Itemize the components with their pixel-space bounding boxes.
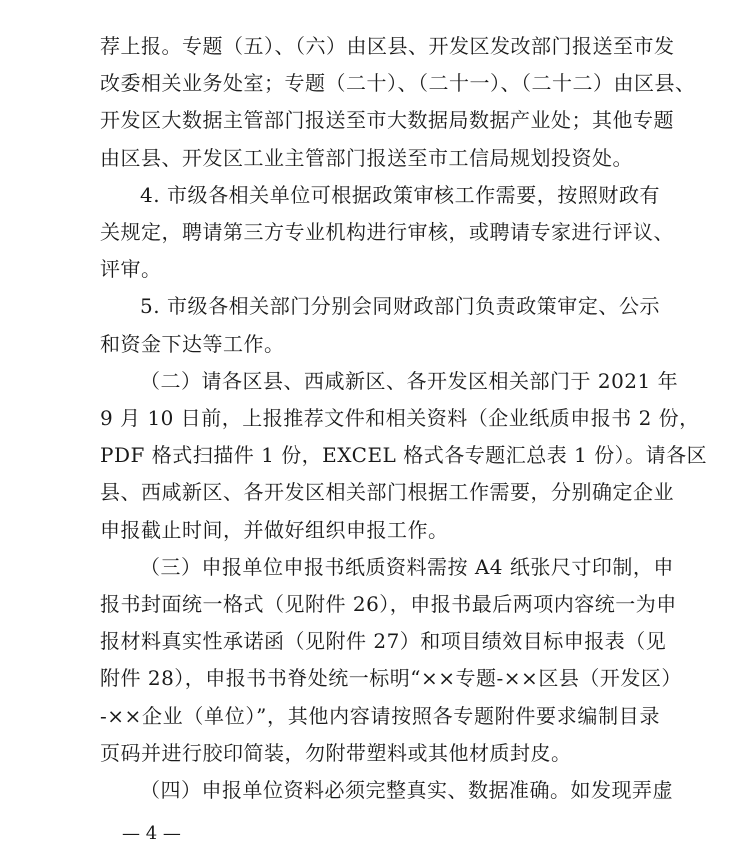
text-line: 改委相关业务处室；专题（二十）、（二十一）、（二十二）由区县、 [100, 71, 696, 96]
text-line: PDF 格式扫描件 1 份，EXCEL 格式各专题汇总表 1 份）。请各区 [100, 443, 708, 468]
text-line: 县、西咸新区、各开发区相关部门根据工作需要，分别确定企业 [100, 480, 674, 505]
text-line: -××企业（单位）”，其他内容请按照各专题附件要求编制目录 [100, 703, 660, 728]
text-line: （二）请各区县、西咸新区、各开发区相关部门于 2021 年 [140, 368, 679, 393]
text-line: （四）申报单位资料必须完整真实、数据准确。如发现弄虚 [140, 778, 673, 802]
text-line: 申报截止时间，并做好组织申报工作。 [100, 517, 449, 542]
text-line: 报书封面统一格式（见附件 26），申报书最后两项内容统一为申 [100, 592, 677, 616]
text-line: 和资金下达等工作。 [100, 331, 285, 356]
text-line: 开发区大数据主管部门报送至市大数据局数据产业处；其他专题 [100, 108, 674, 133]
text-line: 荐上报。专题（五）、（六）由区县、开发区发改部门报送至市发 [100, 34, 675, 58]
text-line: 附件 28），申报书书脊处统一标明“××专题-××区县（开发区） [100, 666, 682, 691]
text-line: 由区县、开发区工业主管部门报送至市工信局规划投资处。 [100, 145, 633, 170]
text-line: 5. 市级各相关部门分别会同财政部门负责政策审定、公示 [140, 294, 660, 319]
text-line: 9 月 10 日前，上报推荐文件和相关资料（企业纸质申报书 2 份， [100, 406, 700, 430]
text-line: 4. 市级各相关单位可根据政策审核工作需要，按照财政有 [140, 182, 660, 207]
text-line: 页码并进行胶印简装，勿附带塑料或其他材质封皮。 [100, 740, 572, 765]
text-line: 评审。 [100, 257, 162, 282]
text-line: 关规定，聘请第三方专业机构进行审核，或聘请专家进行评议、 [100, 220, 674, 244]
page-number: — 4 — [122, 823, 181, 844]
text-line: 报材料真实性承诺函（见附件 27）和项目绩效目标申报表（见 [100, 629, 667, 654]
text-line: （三）申报单位申报书纸质资料需按 A4 纸张尺寸印制，申 [140, 554, 674, 579]
